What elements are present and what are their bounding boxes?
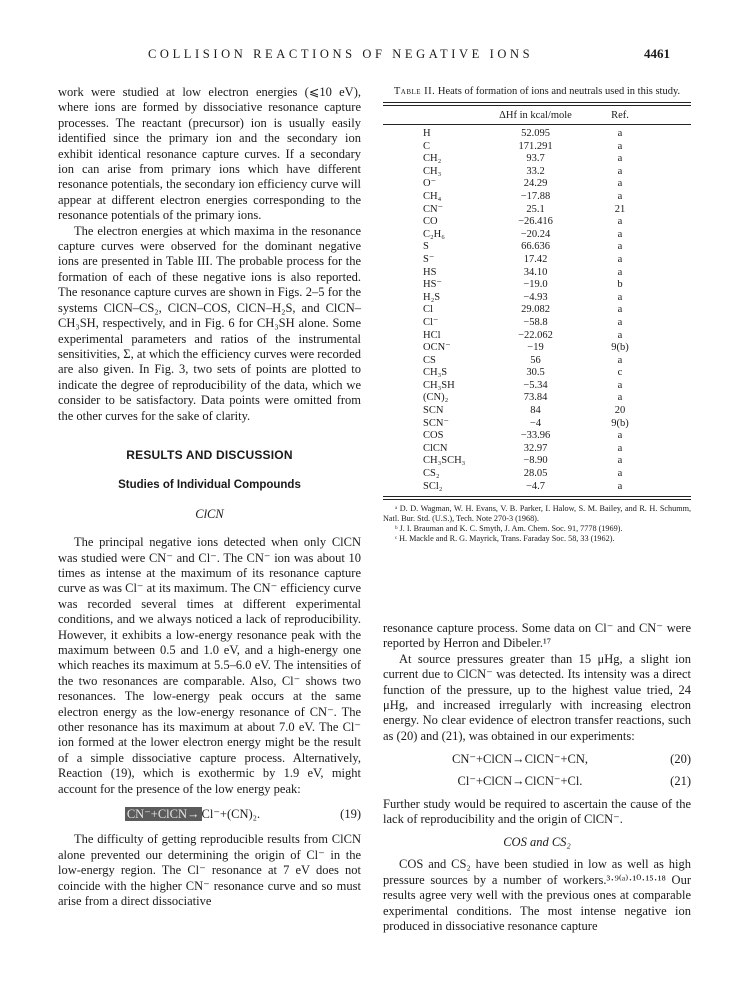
table-footnotes <box>383 504 691 544</box>
species-cell: SCl₂ <box>423 480 443 492</box>
compound-heading: ClCN <box>195 506 224 521</box>
value-cell: −20.24 <box>520 228 551 240</box>
table-bottom-rule <box>383 496 691 500</box>
value-cell: 29.082 <box>521 304 550 316</box>
subsection-heading: Studies of Individual Compounds <box>118 479 301 492</box>
table-row <box>383 216 691 229</box>
table-row <box>383 317 691 330</box>
table-row <box>383 418 691 431</box>
ref-cell: 21 <box>614 203 626 215</box>
table-row <box>383 191 691 204</box>
table-row <box>383 330 691 343</box>
table-ii <box>383 85 691 544</box>
ref-cell: a <box>617 128 623 139</box>
value-cell: 171.291 <box>518 140 553 152</box>
species-cell: Cl <box>423 304 433 316</box>
species-cell: H₂S <box>423 291 441 303</box>
species-cell: CH₃ <box>423 165 442 177</box>
species-cell: SCN⁻ <box>423 417 449 429</box>
value-cell: 73.84 <box>523 392 548 404</box>
value-cell: 28.05 <box>523 468 548 480</box>
species-cell: CO <box>423 216 438 228</box>
table-row <box>383 392 691 405</box>
species-cell: CH₂ <box>423 153 442 165</box>
ref-cell: a <box>617 291 623 303</box>
paragraph: The difficulty of getting reproducible results from ClCN alone prevented our determining the origin of Cl⁻ in the low-energy region. The Cl⁻ resonance at 7 eV does not coincide with the higher CN⁻ resonance curve and so must arise from a direct dissociative <box>58 832 361 909</box>
value-cell: 93.7 <box>526 153 545 165</box>
species-cell: S <box>423 241 429 253</box>
value-cell: 24.29 <box>523 178 548 190</box>
table-row <box>383 178 691 191</box>
table-row <box>383 229 691 242</box>
table-row <box>383 481 691 494</box>
value-cell: −5.34 <box>523 379 548 391</box>
table-row <box>383 468 691 481</box>
ref-cell: a <box>617 316 623 328</box>
value-cell: 84 <box>530 405 541 417</box>
table-row <box>383 141 691 154</box>
running-title: COLLISION REACTIONS OF NEGATIVE IONS <box>148 47 534 61</box>
species-cell: CH₃SH <box>423 379 455 391</box>
table-row <box>383 405 691 418</box>
paragraph: At source pressures greater than 15 μHg, a slight ion current due to ClCN⁻ was detected. Its intensity was a direct function of the pressure, up to the highest value tried, 24 μHg, and increased irregularly with increasing electron energy. No clear evidence of electron transfer reactions, such as (20) and (21), was obtained in our experiments: <box>383 651 691 743</box>
ref-cell: a <box>617 442 623 454</box>
compound-heading: COS and CS₂ <box>503 834 571 849</box>
value-cell: −4 <box>529 417 542 429</box>
ref-cell: a <box>617 228 623 240</box>
table-caption: Table II. Heats of formation of ions and neutrals used in this study. <box>393 86 681 97</box>
table-row <box>383 153 691 166</box>
species-cell: H <box>423 128 431 139</box>
species-cell: CH₃SCH₃ <box>423 455 466 467</box>
footnote: ᵇ J. I. Brauman and K. C. Smyth, J. Am. Chem. Soc. 91, 7778 (1969). <box>395 524 623 534</box>
equation-20: CN⁻+ClCN→ClCN⁻+CN, (20) <box>452 752 691 767</box>
species-cell: CH₄ <box>423 190 442 202</box>
table-body <box>383 125 691 496</box>
species-cell: HCl <box>423 329 441 341</box>
species-cell: ClCN <box>423 442 448 454</box>
species-cell: C₂H₆ <box>423 228 445 240</box>
ref-cell: a <box>617 468 623 480</box>
table-row <box>383 367 691 380</box>
species-cell: OCN⁻ <box>423 342 451 354</box>
ref-cell: a <box>617 304 623 316</box>
paragraph: Further study would be required to ascertain the cause of the lack of reproducibility and the origin of ClCN⁻. <box>383 797 691 827</box>
equation-21: Cl⁻+ClCN→ClCN⁻+Cl. (21) <box>457 773 691 788</box>
table-row <box>383 355 691 368</box>
value-cell: 52.095 <box>521 128 550 139</box>
species-cell: CS₂ <box>423 468 440 480</box>
table-row <box>383 166 691 179</box>
table-row <box>383 128 691 141</box>
value-cell: −8.90 <box>523 455 548 467</box>
ref-cell: a <box>617 430 623 442</box>
ref-cell: a <box>617 329 623 341</box>
table-row <box>383 204 691 217</box>
value-cell: 56 <box>530 354 541 366</box>
table-row <box>383 304 691 317</box>
table-row <box>383 455 691 468</box>
ref-cell: 20 <box>614 405 626 417</box>
ref-cell: a <box>617 354 623 366</box>
ref-cell: 9(b) <box>611 417 629 429</box>
equation-19: CN⁻+ClCN→ Cl⁻+(CN)₂. (19) <box>126 807 361 822</box>
ref-cell: a <box>617 190 623 202</box>
species-cell: COS <box>423 430 444 442</box>
equation-number: (19) <box>340 807 361 822</box>
page-number: 4461 <box>644 46 670 61</box>
species-cell: O⁻ <box>423 178 437 190</box>
table-row <box>383 443 691 456</box>
ref-cell: a <box>617 455 623 467</box>
footnote: ᶜ H. Mackle and R. G. Mayrick, Trans. Faraday Soc. 58, 33 (1962). <box>395 534 615 544</box>
value-cell: −58.8 <box>523 316 548 328</box>
species-cell: C <box>423 140 431 152</box>
right-column <box>383 621 691 934</box>
species-cell: CS <box>423 354 436 366</box>
table-row <box>383 267 691 280</box>
value-cell: 34.10 <box>523 266 548 278</box>
ref-cell: a <box>617 178 623 190</box>
value-cell: 33.2 <box>526 165 545 177</box>
paragraph: The electron energies at which maxima in the resonance capture curves were observed for the dominant negative ions are presented in Table III. The probable process for the formation of each of these negative ions is also reported. The resonance capture curves are shown in Figs. 2–5 for the systems ClCN–CS₂, ClCN–COS, ClCN–H₂S, and ClCN–CH₃SH, respectively, and in Fig. 6 for CH₃SH alone. Some experimental parameters and ratios of the instrumental sensitivities, Σ, at which the efficiency curves were recorded are also given. In Fig. 3, two sets of points are plotted to indicate the degree of reproducibility of the data, which we consider to be satisfactory. Data points were omitted from the other curves for the sake of clarity. <box>58 223 361 423</box>
value-cell: −26.416 <box>518 216 553 228</box>
value-cell: 66.636 <box>521 241 550 253</box>
left-column <box>58 85 361 910</box>
table-row <box>383 342 691 355</box>
species-cell: HS <box>423 266 437 278</box>
value-cell: −19 <box>527 342 544 354</box>
ref-cell: c <box>617 367 623 379</box>
value-cell: −22.062 <box>518 329 553 341</box>
species-cell: (CN)₂ <box>423 392 449 404</box>
paragraph: COS and CS₂ have been studied in low as well as high pressure sources by a number of workers.³·⁹⁽ᵃ⁾·¹⁰·¹⁵·¹⁸ Our results agree very well with the previous ones at comparable experimental conditions. The most intense negative ion produced in dissociative resonance capture <box>383 857 691 933</box>
column-header-value: ΔHf in kcal/mole <box>499 109 572 121</box>
value-cell: 17.42 <box>523 253 548 265</box>
paragraph: work were studied at low electron energies (⩽10 eV), where ions are formed by dissociative resonance capture processes. The reactant (precursor) ion is usually easily identified since the primary ion and the secondary ion exhibit identical resonance capture curves. If a secondary ion can arise from primary ions which have different resonance potentials, the secondary ion efficiency curve will appear at different electron energies corresponding to the resonance potentials of the primary ions. <box>58 85 361 223</box>
ref-cell: a <box>617 392 623 404</box>
section-heading: RESULTS AND DISCUSSION <box>126 447 293 462</box>
table-header-row <box>383 106 691 124</box>
table-row <box>383 241 691 254</box>
value-cell: −4.7 <box>525 480 546 492</box>
ref-cell: a <box>617 216 623 228</box>
ref-cell: a <box>617 379 623 391</box>
species-cell: SCN <box>423 405 444 417</box>
ref-cell: a <box>617 140 623 152</box>
value-cell: −19.0 <box>523 279 548 291</box>
ref-cell: 9(b) <box>611 342 629 354</box>
paragraph: The principal negative ions detected when only ClCN was studied were CN⁻ and Cl⁻. The CN⁻ ion was about 10 times as intense at the maximum of its resonance capture curve as was Cl⁻ at its maximum. The CN⁻ efficiency curve was recorded several times at different experimental conditions, and we always noticed a lack of reproducibility. However, it exhibits a low-energy resonance peak with the maximum between 0.5 and 1.0 eV, and a high-energy one which reaches its maximum at 5.5–6.0 eV. The intensities of the two resonances are comparable. Also, Cl⁻ shows two resonances. The low-energy peak occurs at the same electron energy as the low-energy resonance of CN⁻. The other resonance has its maximum at about 7.0 eV. The Cl⁻ ion formed at the lower electron energy might be the result of a simple dissociative capture process. Alternatively, Reaction (19), which is exothermic by 1.9 eV, might account for the presence of the low energy peak: <box>58 535 361 796</box>
ref-cell: a <box>617 165 623 177</box>
ref-cell: a <box>617 480 623 492</box>
equation-number: (21) <box>670 773 691 788</box>
paragraph: resonance capture process. Some data on Cl⁻ and CN⁻ were reported by Herron and Dibeler.¹⁷ <box>383 621 691 651</box>
ref-cell: a <box>617 153 623 165</box>
species-cell: CN⁻ <box>423 203 444 215</box>
value-cell: 32.97 <box>523 442 548 454</box>
table-row <box>383 292 691 305</box>
value-cell: −4.93 <box>523 291 548 303</box>
value-cell: −33.96 <box>520 430 551 442</box>
footnote: ᵃ D. D. Wagman, W. H. Evans, V. B. Parker, I. Halow, S. M. Bailey, and R. H. Schumm, Natl. Bur. Std. (U.S.), Tech. Note 270-3 (1968). <box>383 504 691 524</box>
value-cell: −17.88 <box>520 190 551 202</box>
equation-number: (20) <box>670 752 691 767</box>
value-cell: 30.5 <box>526 367 545 379</box>
table-row <box>383 430 691 443</box>
value-cell: 25.1 <box>526 203 545 215</box>
table-row <box>383 380 691 393</box>
ref-cell: a <box>617 241 623 253</box>
equation-highlight: CN⁻+ClCN→ <box>126 807 200 822</box>
ref-cell: a <box>617 253 623 265</box>
ref-cell: a <box>617 266 623 278</box>
species-cell: Cl⁻ <box>423 316 439 328</box>
species-cell: HS⁻ <box>423 279 442 291</box>
table-row <box>383 279 691 292</box>
column-header-ref: Ref. <box>611 109 629 121</box>
species-cell: S⁻ <box>423 253 435 265</box>
species-cell: CH₃S <box>423 367 448 379</box>
table-row <box>383 254 691 267</box>
ref-cell: b <box>617 279 623 291</box>
